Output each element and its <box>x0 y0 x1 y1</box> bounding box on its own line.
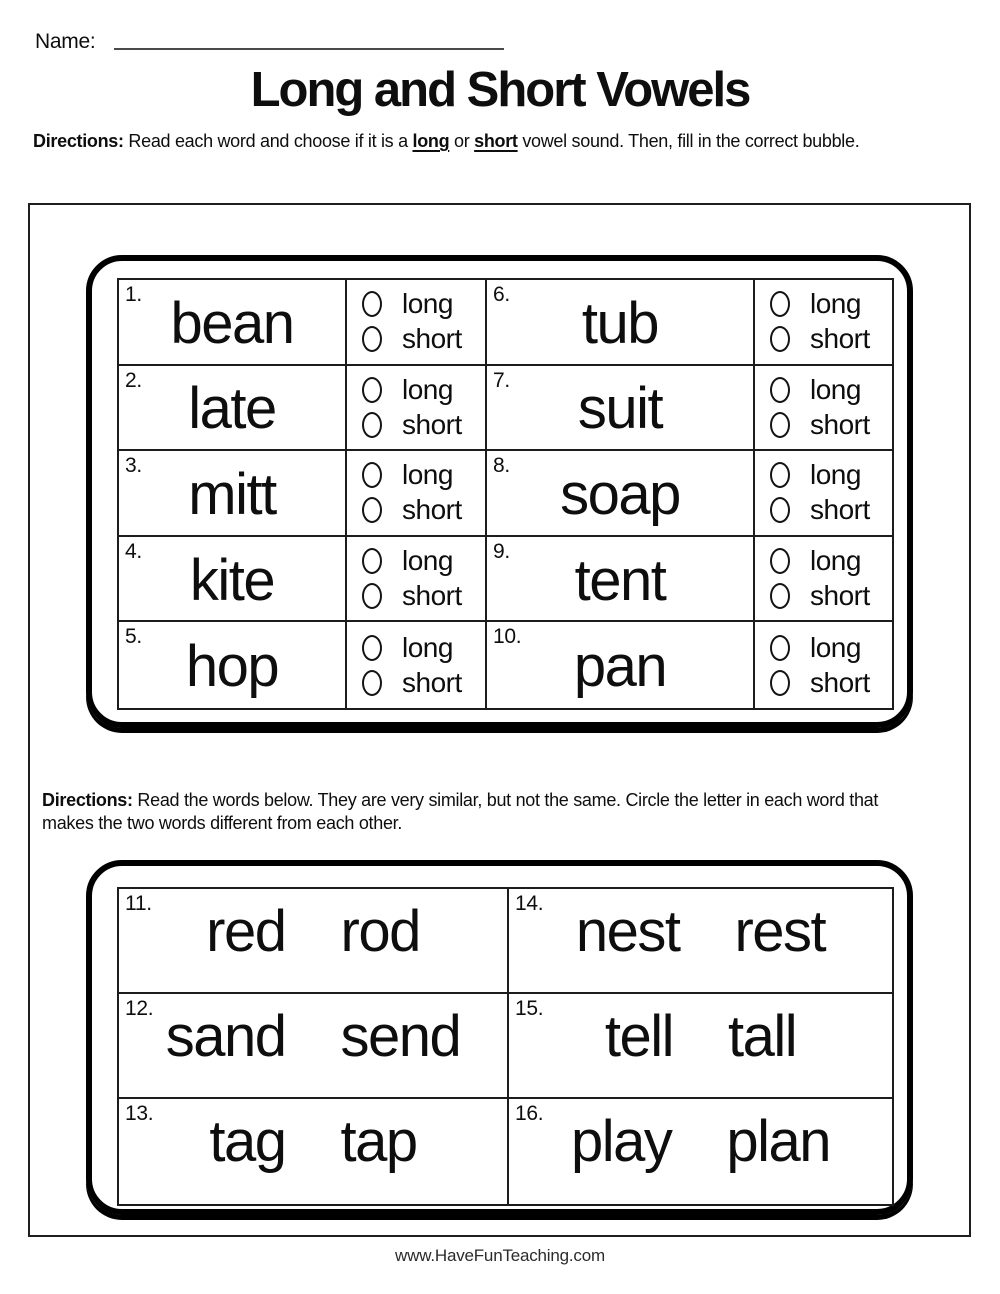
word-cell-8 <box>487 451 755 537</box>
pair-word-b: tall <box>728 1004 797 1069</box>
long-bubble[interactable] <box>770 377 790 403</box>
short-label: short <box>810 494 870 526</box>
long-option <box>770 547 892 575</box>
pair-word-b: tap <box>340 1109 417 1174</box>
bubble-cell-9 <box>755 537 892 623</box>
long-option <box>362 631 485 663</box>
short-label: short <box>810 408 870 440</box>
bubble-cell-4 <box>347 537 487 623</box>
item-word: suit <box>577 376 663 442</box>
long-bubble[interactable] <box>362 377 382 403</box>
directions-1-label: Directions: <box>33 131 124 151</box>
long-bubble[interactable] <box>770 462 790 488</box>
pair-words <box>509 889 892 964</box>
short-option <box>362 325 485 353</box>
short-option <box>770 408 892 440</box>
pair-word-b: send <box>340 1004 461 1069</box>
short-bubble[interactable] <box>770 326 790 352</box>
website-footer: www.HaveFunTeaching.com <box>395 1246 605 1265</box>
page-title: Long and Short Vowels <box>250 63 750 117</box>
bubble-cell-10 <box>755 622 892 708</box>
word-cell-7 <box>487 366 755 452</box>
directions-1-mid: or <box>449 131 475 151</box>
item-number: 1. <box>125 283 142 306</box>
short-label: short <box>402 494 462 526</box>
short-option <box>362 666 485 698</box>
pair-words <box>119 994 507 1069</box>
item-number: 2. <box>125 368 142 392</box>
long-bubble[interactable] <box>362 462 382 488</box>
item-number: 8. <box>493 454 510 478</box>
pair-cell-14 <box>509 889 892 994</box>
vowel-table <box>117 278 894 710</box>
pair-number: 12. <box>125 997 154 1020</box>
long-label: long <box>810 545 861 577</box>
short-option <box>362 582 485 610</box>
bubble-cell-1 <box>347 280 487 366</box>
name-input-line[interactable] <box>114 33 504 50</box>
short-option <box>770 496 892 524</box>
long-bubble[interactable] <box>362 291 382 317</box>
word-cell-10 <box>487 622 755 708</box>
long-label: long <box>402 288 453 320</box>
item-number: 3. <box>125 454 142 478</box>
bubble-cell-7 <box>755 366 892 452</box>
short-option <box>770 325 892 353</box>
long-bubble[interactable] <box>770 548 790 574</box>
pair-word-b: plan <box>726 1109 831 1174</box>
item-number: 9. <box>493 539 510 563</box>
bubble-cell-3 <box>347 451 487 537</box>
directions-2-label: Directions: <box>42 790 133 810</box>
pair-number: 13. <box>125 1102 154 1125</box>
long-label: long <box>810 373 861 405</box>
pair-word-a: play <box>570 1109 672 1174</box>
short-option <box>362 496 485 524</box>
bubble-cell-6 <box>755 280 892 366</box>
short-label: short <box>810 666 870 698</box>
long-option <box>362 373 485 405</box>
word-cell-3 <box>119 451 347 537</box>
short-bubble[interactable] <box>770 497 790 523</box>
pair-cell-12 <box>119 994 509 1099</box>
item-word: late <box>188 376 276 442</box>
directions-2-line2: makes the two words different from each other. <box>42 812 403 833</box>
directions-1-post: vowel sound. Then, fill in the correct bubble. <box>517 131 860 151</box>
pair-cell-15 <box>509 994 892 1099</box>
word-cell-5 <box>119 622 347 708</box>
pair-number: 11. <box>125 892 152 915</box>
short-bubble[interactable] <box>362 497 382 523</box>
pairs-table <box>117 887 894 1206</box>
short-label: short <box>810 580 870 612</box>
word-cell-2 <box>119 366 347 452</box>
pair-word-a: red <box>206 899 286 964</box>
long-option <box>362 290 485 318</box>
short-option <box>362 408 485 440</box>
pair-word-a: sand <box>165 1004 286 1069</box>
directions-2 <box>42 789 952 834</box>
directions-1-text: Read each word and choose if it is a <box>123 131 413 151</box>
short-bubble[interactable] <box>362 670 382 696</box>
word-cell-4 <box>119 537 347 623</box>
long-label: long <box>402 459 453 491</box>
item-number: 5. <box>125 625 142 649</box>
pair-word-a: tell <box>604 1004 673 1069</box>
pair-word-a: tag <box>209 1109 286 1174</box>
long-option <box>770 290 892 318</box>
long-label: long <box>810 631 861 663</box>
word-cell-1 <box>119 280 347 366</box>
pair-word-b: rod <box>340 899 420 964</box>
word-cell-6 <box>487 280 755 366</box>
short-bubble[interactable] <box>362 583 382 609</box>
long-option <box>770 373 892 405</box>
pair-cell-13 <box>119 1099 509 1204</box>
name-label: Name: <box>35 30 96 53</box>
item-word: pan <box>573 634 667 700</box>
pair-number: 14. <box>515 892 544 915</box>
item-number: 7. <box>493 368 510 392</box>
pair-words <box>119 1099 507 1174</box>
pair-cell-11 <box>119 889 509 994</box>
long-bubble[interactable] <box>362 635 382 661</box>
directions-2-line1 <box>42 789 952 812</box>
long-label: long <box>402 545 453 577</box>
short-option <box>770 666 892 698</box>
item-word: bean <box>170 290 294 356</box>
pair-word-b: rest <box>734 899 826 964</box>
short-bubble[interactable] <box>770 412 790 438</box>
directions-2-text1: Read the words below. They are very similar, but not the same. Circle the letter in each word that <box>132 790 879 810</box>
short-bubble[interactable] <box>770 670 790 696</box>
short-label: short <box>402 580 462 612</box>
pair-cell-16 <box>509 1099 892 1204</box>
long-option <box>770 461 892 489</box>
directions-1 <box>33 130 983 153</box>
bubble-cell-2 <box>347 366 487 452</box>
short-label: short <box>402 323 462 355</box>
long-label: long <box>810 459 861 491</box>
item-word: kite <box>189 547 275 613</box>
short-label: short <box>402 408 462 440</box>
long-bubble[interactable] <box>770 291 790 317</box>
item-word: tent <box>574 547 666 613</box>
short-label: short <box>810 323 870 355</box>
pair-words <box>119 889 507 964</box>
short-bubble[interactable] <box>362 412 382 438</box>
item-number: 4. <box>125 539 142 563</box>
item-word: hop <box>185 634 279 700</box>
long-bubble[interactable] <box>362 548 382 574</box>
pair-word-a: nest <box>575 899 680 964</box>
short-option <box>770 582 892 610</box>
long-option <box>362 547 485 575</box>
pair-words <box>509 1099 892 1174</box>
word-cell-9 <box>487 537 755 623</box>
item-number: 10. <box>493 625 522 649</box>
long-option <box>362 461 485 489</box>
pair-words <box>509 994 892 1069</box>
short-bubble[interactable] <box>770 583 790 609</box>
pair-number: 15. <box>515 997 544 1020</box>
item-word: mitt <box>188 461 276 527</box>
long-label: long <box>402 373 453 405</box>
short-label: short <box>402 666 462 698</box>
item-word: tub <box>581 290 659 356</box>
item-number: 6. <box>493 283 510 306</box>
item-word: soap <box>560 461 680 527</box>
long-keyword: long <box>412 131 450 151</box>
long-label: long <box>402 631 453 663</box>
long-option <box>770 631 892 663</box>
short-keyword: short <box>474 131 518 151</box>
bubble-cell-8 <box>755 451 892 537</box>
bubble-cell-5 <box>347 622 487 708</box>
short-bubble[interactable] <box>362 326 382 352</box>
long-bubble[interactable] <box>770 635 790 661</box>
pair-number: 16. <box>515 1102 544 1125</box>
long-label: long <box>810 288 861 320</box>
